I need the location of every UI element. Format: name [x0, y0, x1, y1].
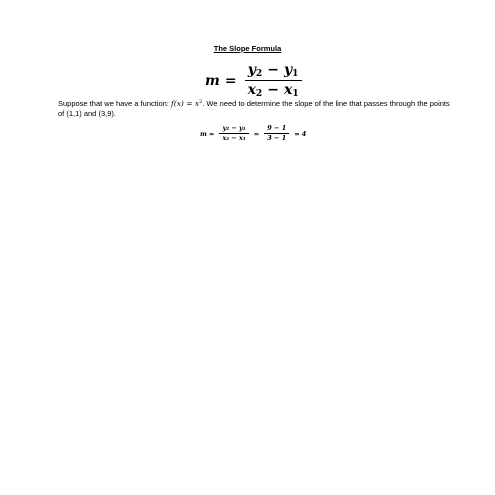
denominator-x2-sub: 2: [255, 88, 263, 100]
function-exponent: 2: [199, 99, 203, 105]
denominator-x1: x: [283, 82, 293, 99]
calc-frac1-numerator: y₂ − y₁: [222, 124, 246, 132]
calc-frac1-denominator: x₂ − x₁: [222, 134, 246, 143]
denominator-x1-sub: 1: [292, 88, 299, 100]
formula-equals: =: [224, 72, 237, 89]
formula-numerator: [245, 62, 302, 79]
function-text: f(x) = x: [171, 98, 200, 108]
calc-frac2-denominator: 3 − 1: [267, 134, 287, 143]
calc-frac2-numerator: 9 − 1: [267, 124, 287, 132]
calc-fraction-symbolic: [219, 125, 248, 143]
calc-equals-3: =: [294, 129, 300, 138]
denominator-minus: −: [267, 82, 279, 99]
problem-paragraph: [58, 97, 453, 119]
page-title: The Slope Formula: [213, 44, 282, 53]
formula-lhs: m: [205, 72, 220, 89]
numerator-y2-sub: 2: [255, 67, 263, 79]
numerator-y1: y: [283, 62, 293, 78]
calc-equals-2: =: [253, 129, 260, 138]
numerator-y2: y: [247, 62, 256, 78]
calc-lhs: m: [200, 129, 207, 138]
numerator-minus: −: [267, 62, 279, 78]
slope-formula: [205, 62, 305, 100]
slope-calculation: [200, 125, 306, 143]
function-expression: [171, 99, 202, 108]
formula-fraction: [245, 62, 302, 100]
fraction-bar: [245, 80, 302, 81]
calc-equals-1: =: [208, 129, 215, 138]
numerator-y1-sub: 1: [292, 67, 299, 79]
denominator-x2: x: [247, 82, 256, 99]
calc-fraction-numeric: [264, 125, 289, 143]
paragraph-text-end: . We need to determine the slope of the line that passes through the points of (1,1) and (3,9).: [58, 98, 450, 118]
calc-result: 4: [301, 129, 307, 138]
paragraph-text-start: Suppose that we have a function:: [58, 98, 171, 108]
